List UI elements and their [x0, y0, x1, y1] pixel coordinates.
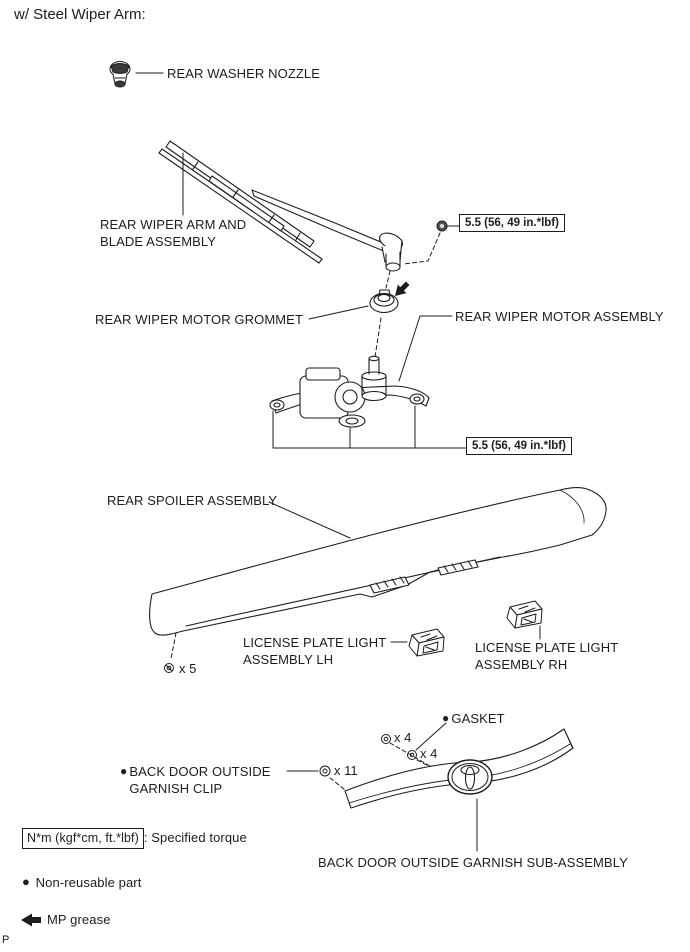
count-spoiler-screws: x 5 — [179, 661, 197, 676]
label-garnish-sub-assembly: BACK DOOR OUTSIDE GARNISH SUB-ASSEMBLY — [318, 855, 628, 870]
page-mark: P — [2, 934, 10, 946]
legend-non-reusable: ● Non-reusable part — [22, 874, 142, 890]
wiper-motor-grommet-icon — [370, 290, 398, 313]
spoiler-screw-icon — [165, 664, 174, 673]
page-title: w/ Steel Wiper Arm: — [14, 6, 146, 23]
non-reusable-marker: ● — [22, 874, 30, 889]
license-light-rh-icon — [507, 601, 542, 628]
legend-specified-torque: N*m (kgf*cm, ft.*lbf) : Specified torque — [22, 828, 247, 849]
label-washer-nozzle: REAR WASHER NOZZLE — [167, 66, 321, 81]
label-motor-assembly: REAR WIPER MOTOR ASSEMBLY — [455, 309, 664, 324]
legend-mp-grease-arrow-icon — [21, 914, 41, 927]
gasket-screw-upper-icon — [382, 735, 391, 744]
torque-spec-motor: 5.5 (56, 49 in.*lbf) — [466, 437, 572, 455]
count-gasket-screws-upper: x 4 — [394, 730, 412, 745]
wiper-motor-drawing — [270, 356, 429, 427]
wiper-arm-nut-icon — [437, 221, 447, 231]
label-license-lh: LICENSE PLATE LIGHT ASSEMBLY LH — [243, 635, 387, 667]
license-light-lh-icon — [409, 629, 444, 656]
non-reusable-marker: ● — [442, 711, 450, 725]
leader-spoiler-label — [269, 502, 350, 538]
gasket-screw-lower-icon — [408, 751, 417, 760]
legend-mp-grease: MP grease — [47, 912, 111, 927]
dash-nut-to-pivot — [404, 233, 440, 264]
wiper-arm-blade-drawing — [159, 141, 405, 271]
torque-spec-wiper-arm: 5.5 (56, 49 in.*lbf) — [459, 214, 565, 232]
label-gasket: ● GASKET — [442, 711, 505, 726]
toyota-emblem-icon — [448, 760, 492, 794]
label-license-rh: LICENSE PLATE LIGHT ASSEMBLY RH — [475, 640, 619, 672]
garnish-clip-icon — [320, 766, 330, 776]
leader-motor-label — [399, 316, 452, 381]
leader-grommet-label — [309, 306, 368, 319]
label-wiper-arm-blade: REAR WIPER ARM AND BLADE ASSEMBLY — [100, 217, 247, 249]
count-gasket-screws-lower: x 4 — [420, 746, 438, 761]
dash-grommet-to-shaft — [375, 318, 381, 357]
legend-torque-symbol: N*m (kgf*cm, ft.*lbf) — [22, 828, 144, 849]
dash-pivot-to-grommet — [386, 271, 390, 288]
back-door-garnish-drawing — [345, 729, 573, 808]
count-garnish-clips: x 11 — [334, 763, 358, 778]
non-reusable-marker: ● — [120, 764, 128, 778]
dash-spoiler-screw — [171, 633, 176, 659]
washer-nozzle-icon — [110, 62, 130, 88]
label-rear-spoiler: REAR SPOILER ASSEMBLY — [107, 493, 278, 508]
label-motor-grommet: REAR WIPER MOTOR GROMMET — [95, 312, 303, 327]
label-garnish-clip: ● BACK DOOR OUTSIDE GARNISH CLIP — [120, 764, 271, 796]
